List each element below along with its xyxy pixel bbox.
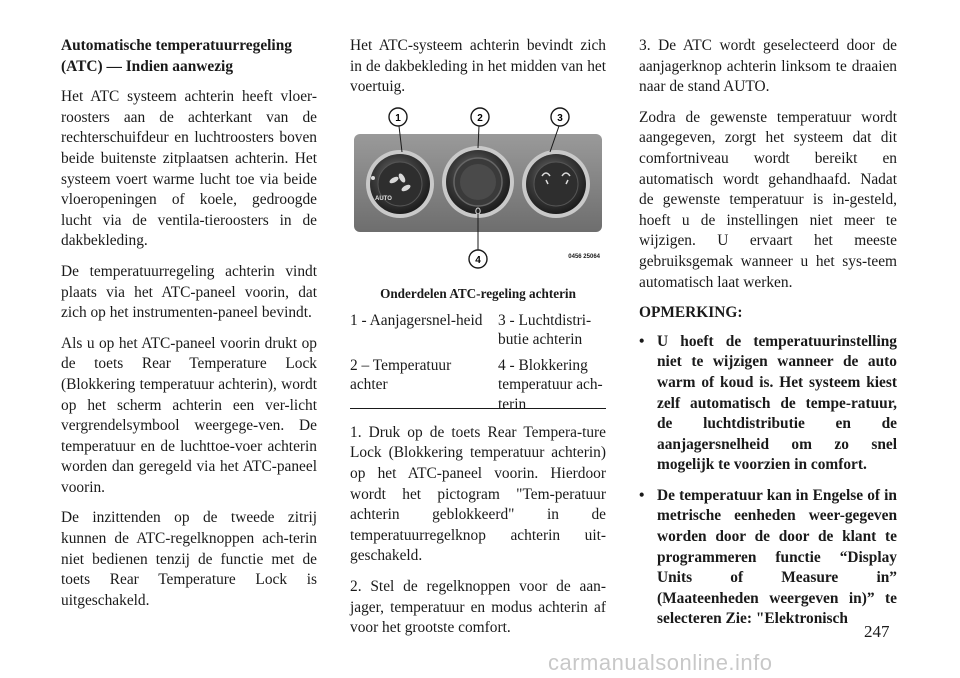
paragraph: Zodra de gewenste temperatuur wordt aangegeven, zorgt het systeem dat dit comfortniveau wordt bereikt en automatisch wordt gehandhaafd. Nadat de gewenste temperatuur is in-gesteld, hoeft u de instellingen niet meer te wijzigen. U ervaart het meeste gebruiksgemak wanneer u het sys-teem automatisch laat werken. — [639, 108, 897, 291]
note-label: OPMERKING: — [639, 304, 743, 322]
table-row — [350, 311, 606, 356]
callout-2: 2 — [477, 112, 483, 124]
paragraph: Het ATC systeem achterin heeft vloer-roosters aan de achterkant van de rechterschuifdeur en luchtroosters boven beide buitenste zitplaatsen achterin. Het systeem voert warme lucht toe via beide vloeropeningen of koele, gedroogde lucht via de ventila-tieroosters in de dakbekleding. — [61, 88, 317, 250]
paragraph: De temperatuurregeling achterin vindt plaats via het ATC-paneel voorin, dat zich op het instrumenten-paneel bevindt. — [61, 262, 317, 322]
legend-item: 1 - Aanjagersnel-heid — [350, 311, 483, 329]
page-number: 247 — [864, 622, 890, 641]
legend-item: 2 – Temperatuur achter — [350, 356, 452, 394]
mode-knob — [522, 150, 590, 218]
step-3: 3. De ATC wordt geselecteerd door de aanjagerknop achterin linksom te draaien naar de stand AUTO. — [639, 37, 897, 96]
svg-text:AUTO: AUTO — [375, 195, 392, 202]
callout-4: 4 — [475, 254, 481, 266]
note-list — [639, 332, 897, 630]
table-row — [350, 356, 606, 421]
list-item: • De temperatuur kan in Engelse of in metrische eenheden weer-gegeven worden door de door de klant te programmeren functie “Display Units of Measure in” (Maateenheden weergeven in)” te selecteren Zie: "Elektronisch — [639, 486, 897, 628]
column-left — [61, 36, 317, 611]
step-2: 2. Stel de regelknoppen voor de aan-jager, temperatuur en modus achterin af voor het grootste comfort. — [350, 577, 606, 637]
bullet-icon: • — [639, 486, 645, 504]
figure-caption: Onderdelen ATC-regeling achterin — [380, 286, 576, 302]
bullet-icon: • — [639, 332, 645, 350]
paragraph: Als u op het ATC-paneel voorin drukt op de toets Rear Temperature Lock (Blokkering temperatuur achterin), wordt op het scherm achterin een ver-licht vergrendelsymbool weergege-ven. De temperatuur en de luchttoe-voer achterin worden dan geregeld via het ATC-paneel voorin. — [61, 334, 317, 496]
blower-knob — [366, 150, 434, 218]
image-code: 0456 25064 — [568, 253, 600, 260]
step-1: 1. Druk op de toets Rear Tempera-ture Lock (Blokkering temperatuur achterin) op het ATC-paneel voorin. Hierdoor wordt het pictogram "Tem-peratuur achterin geblokkeerd" in de temperatuurregelknop achterin uit-geschakeld. — [350, 423, 606, 565]
section-heading: Automatische temperatuurregeling (ATC) — Indien aanwezig — [61, 37, 292, 75]
paragraph: De inzittenden op de tweede zitrij kunnen de ATC-regelknoppen ach-terin niet bedienen tenzij de functie met de toets Rear Temperature Lock is uitgeschakeld. — [61, 509, 317, 609]
column-middle — [350, 36, 606, 639]
callout-1: 1 — [395, 112, 401, 124]
paragraph: Het ATC-systeem achterin bevindt zich in de dakbekleding in het midden van het voertuig. — [350, 37, 606, 96]
callout-3: 3 — [557, 112, 563, 124]
watermark: carmanualsonline.info — [548, 650, 773, 675]
atc-control-figure — [350, 106, 606, 413]
legend-item: 4 - Blokkering temperatuur ach-terin — [498, 356, 603, 413]
temperature-knob — [442, 146, 514, 218]
atc-panel-illustration — [350, 106, 606, 276]
column-right — [639, 36, 897, 640]
list-item: • U hoeft de temperatuurinstelling niet te wijzigen wanneer de auto warm of koud is. Het systeem kiest zelf automatisch de tempe-ratuur, de luchtdistributie en de aanjagersnelheid om zo snel mogelijk te voorzien in comfort. — [639, 332, 897, 474]
legend-item: 3 - Luchtdistri-butie achterin — [498, 311, 592, 349]
parts-legend — [350, 311, 606, 421]
